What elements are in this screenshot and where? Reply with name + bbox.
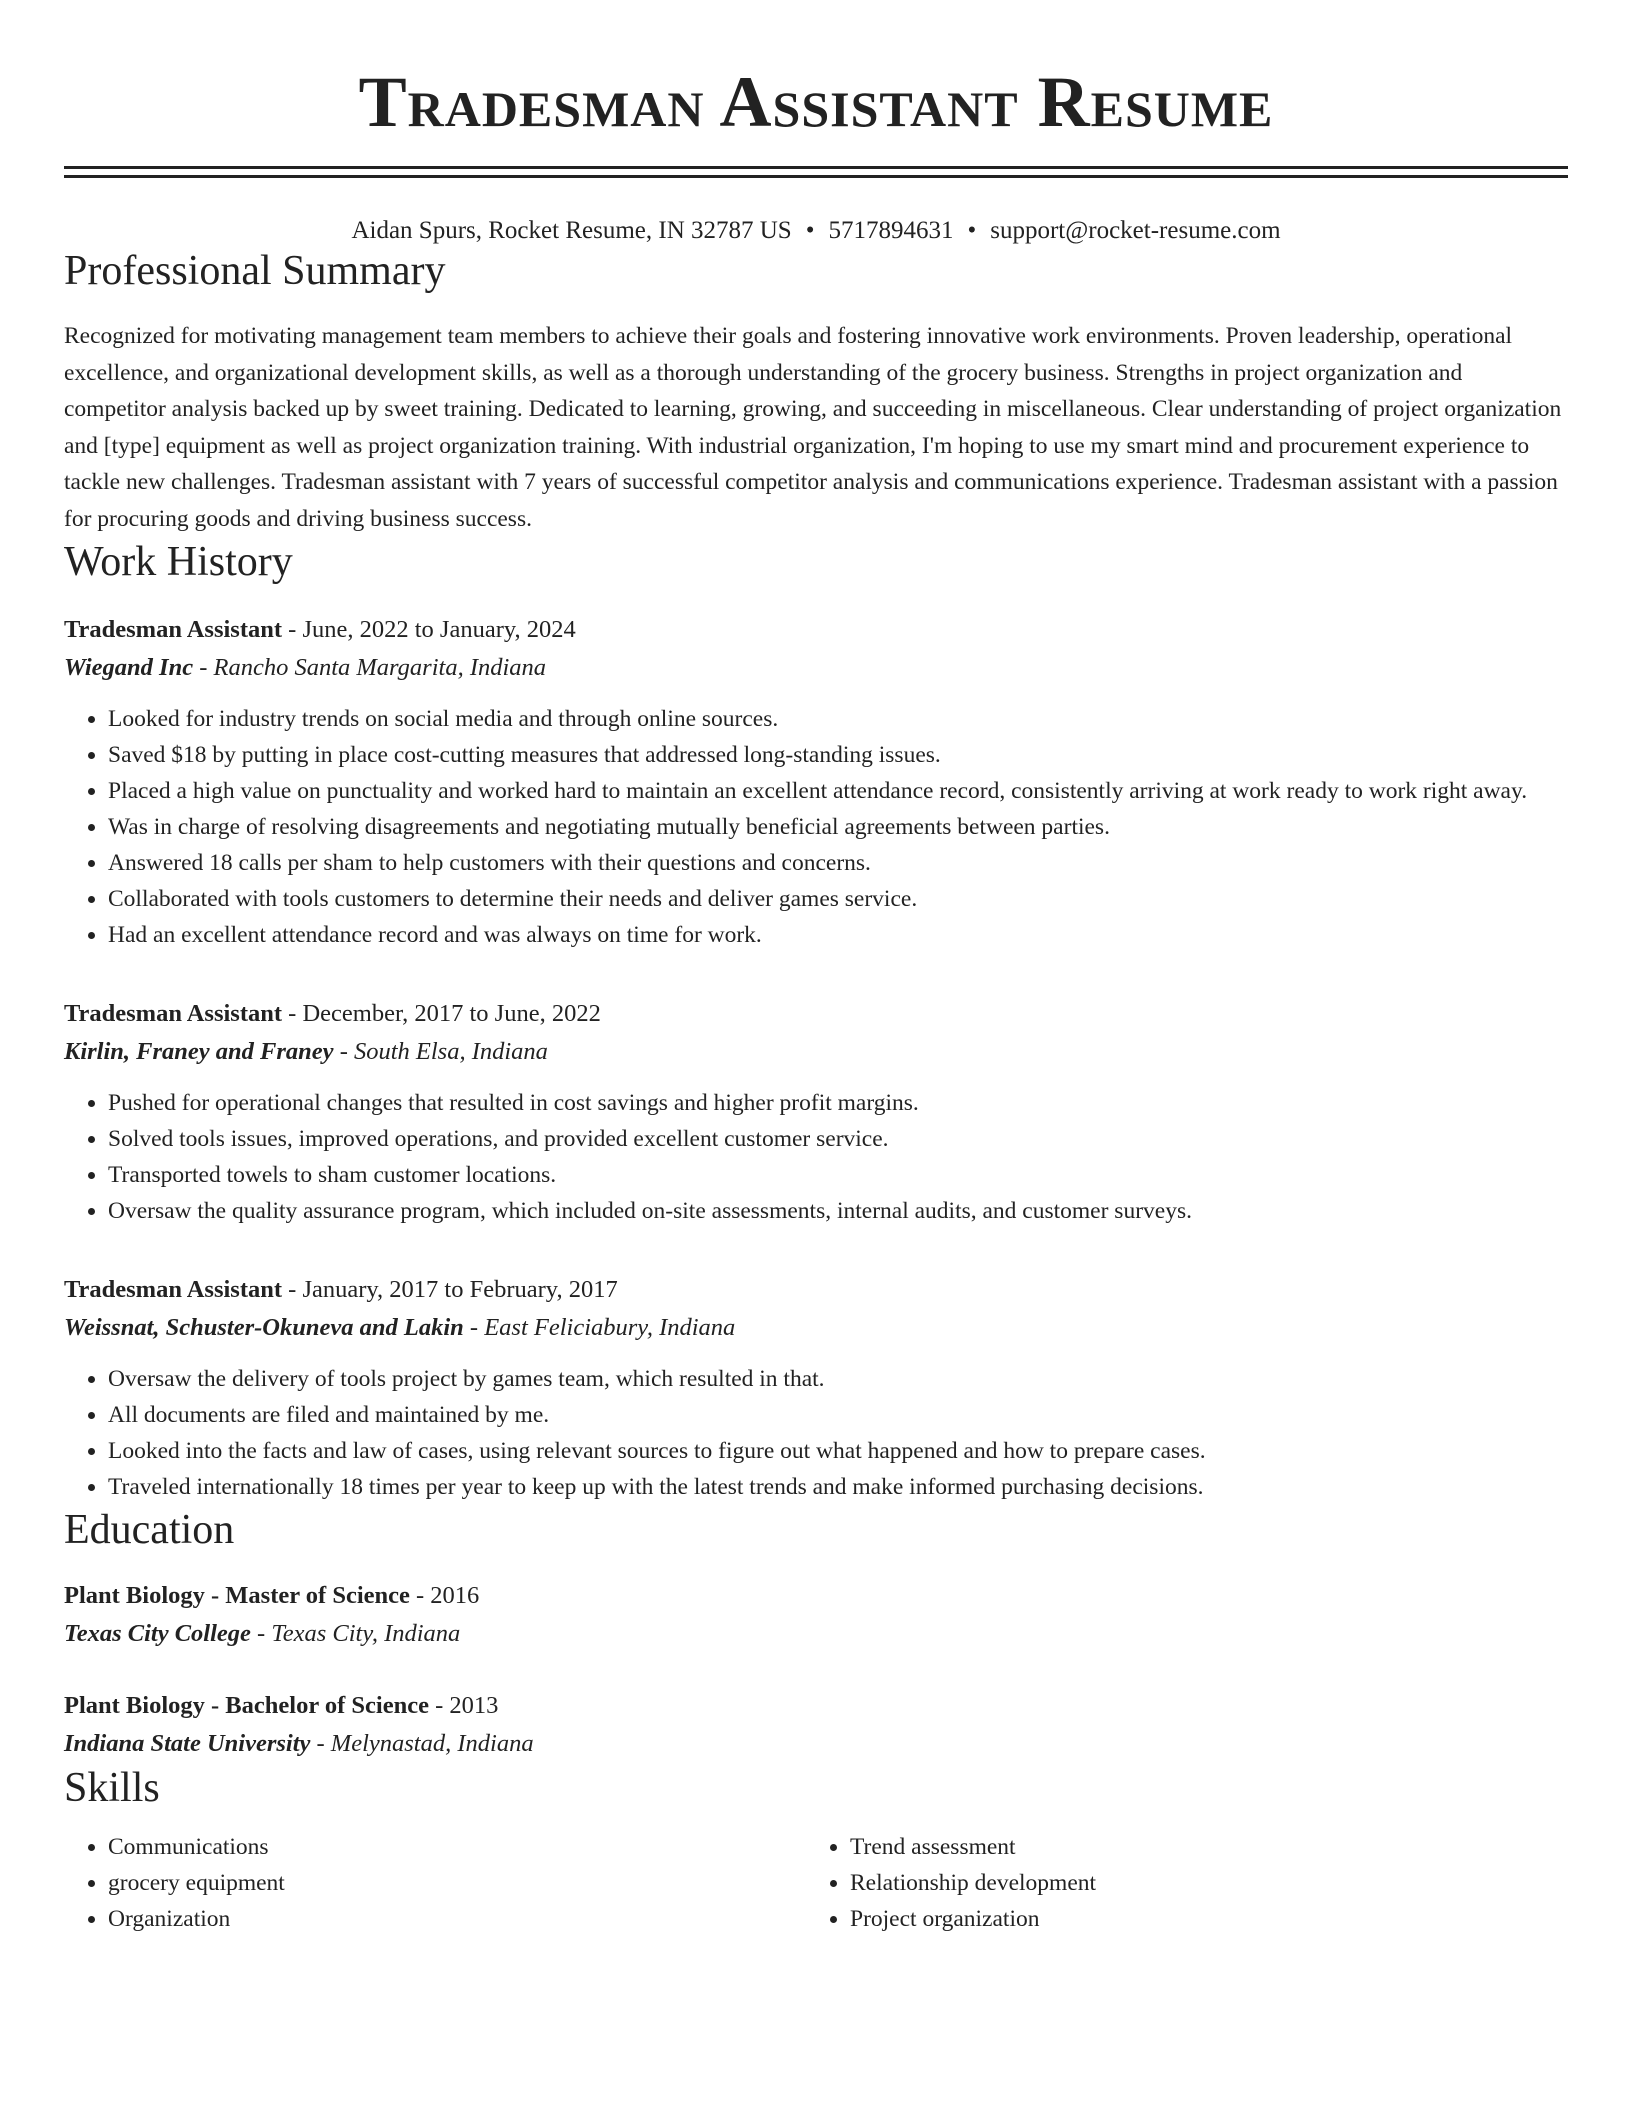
- education-location: - Texas City, Indiana: [250, 1620, 461, 1647]
- education-degree: Plant Biology - Bachelor of Science: [64, 1692, 429, 1719]
- job-bullet: • Answered 18 calls per sham to help customers with their questions and concerns.: [108, 845, 1568, 881]
- education-school: Indiana State University: [64, 1730, 311, 1757]
- job-bullet: • Looked for industry trends on social media and through online sources.: [108, 701, 1568, 737]
- education-degree-line: [64, 1687, 1568, 1725]
- job-bullet: • Solved tools issues, improved operations, and provided excellent customer service.: [108, 1121, 1568, 1157]
- skills-list: [64, 1829, 1568, 1937]
- skill-item: • Relationship development: [850, 1865, 1548, 1901]
- skill-item: • grocery equipment: [108, 1865, 806, 1901]
- job-bullet: • Looked into the facts and law of cases, using relevant sources to figure out what happened and how to prepare cases.: [108, 1433, 1568, 1469]
- title-divider-top: [64, 166, 1568, 169]
- skill-item: • Trend assessment: [850, 1829, 1548, 1865]
- job-location: - South Elsa, Indiana: [333, 1038, 548, 1065]
- job-bullet: • All documents are filed and maintained by me.: [108, 1397, 1568, 1433]
- contact-phone: 5717894631: [828, 217, 954, 244]
- job-company-line: [64, 1033, 1568, 1071]
- job-company-line: [64, 1309, 1568, 1347]
- job-bullet: • Was in charge of resolving disagreements and negotiating mutually beneficial agreements between parties.: [108, 809, 1568, 845]
- contact-address: Aidan Spurs, Rocket Resume, IN 32787 US: [351, 217, 792, 244]
- job-company: Weissnat, Schuster-Okuneva and Lakin: [64, 1314, 464, 1341]
- education-degree-line: [64, 1577, 1568, 1615]
- job-bullet: • Saved $18 by putting in place cost-cutting measures that addressed long-standing issues.: [108, 737, 1568, 773]
- job-company: Wiegand Inc: [64, 654, 194, 681]
- job-dates: - June, 2022 to January, 2024: [282, 616, 576, 643]
- job-bullets: [64, 701, 1568, 953]
- job-bullet: • Had an excellent attendance record and was always on time for work.: [108, 917, 1568, 953]
- education-location: - Melynastad, Indiana: [310, 1730, 534, 1757]
- skills-column-left: [64, 1829, 806, 1937]
- job-role: Tradesman Assistant: [64, 616, 283, 643]
- contact-separator: •: [805, 217, 815, 244]
- job-location: - East Feliciabury, Indiana: [463, 1314, 736, 1341]
- job-entry: [64, 995, 1568, 1229]
- work-history-heading: Work History: [64, 539, 293, 585]
- job-location: - Rancho Santa Margarita, Indiana: [193, 654, 547, 681]
- contact-line: [64, 216, 1568, 246]
- job-company: Kirlin, Franey and Franey: [64, 1038, 334, 1065]
- skill-item: • Communications: [108, 1829, 806, 1865]
- job-bullets: [64, 1361, 1568, 1505]
- job-bullet: • Traveled internationally 18 times per year to keep up with the latest trends and make informed purchasing decisions.: [108, 1469, 1568, 1505]
- education-year: - 2016: [409, 1582, 480, 1609]
- job-role: Tradesman Assistant: [64, 1000, 283, 1027]
- job-title-line: [64, 611, 1568, 649]
- job-bullet: • Oversaw the quality assurance program, which included on-site assessments, internal audits, and customer surveys.: [108, 1193, 1568, 1229]
- job-bullet: • Pushed for operational changes that resulted in cost savings and higher profit margins.: [108, 1085, 1568, 1121]
- resume-title: Tradesman Assistant Resume: [358, 62, 1274, 142]
- job-entry: [64, 1271, 1568, 1505]
- title-divider-bottom: [64, 175, 1568, 178]
- skills-heading: Skills: [64, 1765, 160, 1811]
- summary-heading: Professional Summary: [64, 248, 446, 294]
- skills-column-right: [806, 1829, 1548, 1937]
- skill-item: • Organization: [108, 1901, 806, 1937]
- education-degree: Plant Biology - Master of Science: [64, 1582, 410, 1609]
- education-school: Texas City College: [64, 1620, 251, 1647]
- education-school-line: [64, 1615, 1568, 1653]
- education-year: - 2013: [428, 1692, 499, 1719]
- summary-text: Recognized for motivating management team members to achieve their goals and fostering innovative work environments. Proven leadership, operational excellence, and organizational development skills, as well as a thorough understanding of the grocery business. Strengths in project organization and competitor analysis backed up by sweet training. Dedicated to learning, growing, and succeeding in miscellaneous. Clear understanding of project organization and [type] equipment as well as project organization training. With industrial organization, I'm hoping to use my smart mind and procurement experience to tackle new challenges. Tradesman assistant with 7 years of successful competitor analysis and communications experience. Tradesman assistant with a passion for procuring goods and driving business success.: [64, 323, 1562, 532]
- education-heading: Education: [64, 1507, 235, 1553]
- job-bullet: • Oversaw the delivery of tools project by games team, which resulted in that.: [108, 1361, 1568, 1397]
- job-dates: - December, 2017 to June, 2022: [282, 1000, 601, 1027]
- education-entry: [64, 1687, 1568, 1763]
- skill-item: • Project organization: [850, 1901, 1548, 1937]
- job-company-line: [64, 649, 1568, 687]
- job-dates: - January, 2017 to February, 2017: [282, 1276, 618, 1303]
- job-bullet: • Transported towels to sham customer locations.: [108, 1157, 1568, 1193]
- job-entry: [64, 611, 1568, 953]
- contact-separator: •: [967, 217, 977, 244]
- education-school-line: [64, 1725, 1568, 1763]
- job-title-line: [64, 1271, 1568, 1309]
- education-entry: [64, 1577, 1568, 1653]
- job-bullet: • Collaborated with tools customers to determine their needs and deliver games service.: [108, 881, 1568, 917]
- contact-email: support@rocket-resume.com: [990, 217, 1281, 244]
- job-title-line: [64, 995, 1568, 1033]
- job-bullets: [64, 1085, 1568, 1229]
- job-role: Tradesman Assistant: [64, 1276, 283, 1303]
- job-bullet: • Placed a high value on punctuality and worked hard to maintain an excellent attendance record, consistently arriving at work ready to work right away.: [108, 773, 1568, 809]
